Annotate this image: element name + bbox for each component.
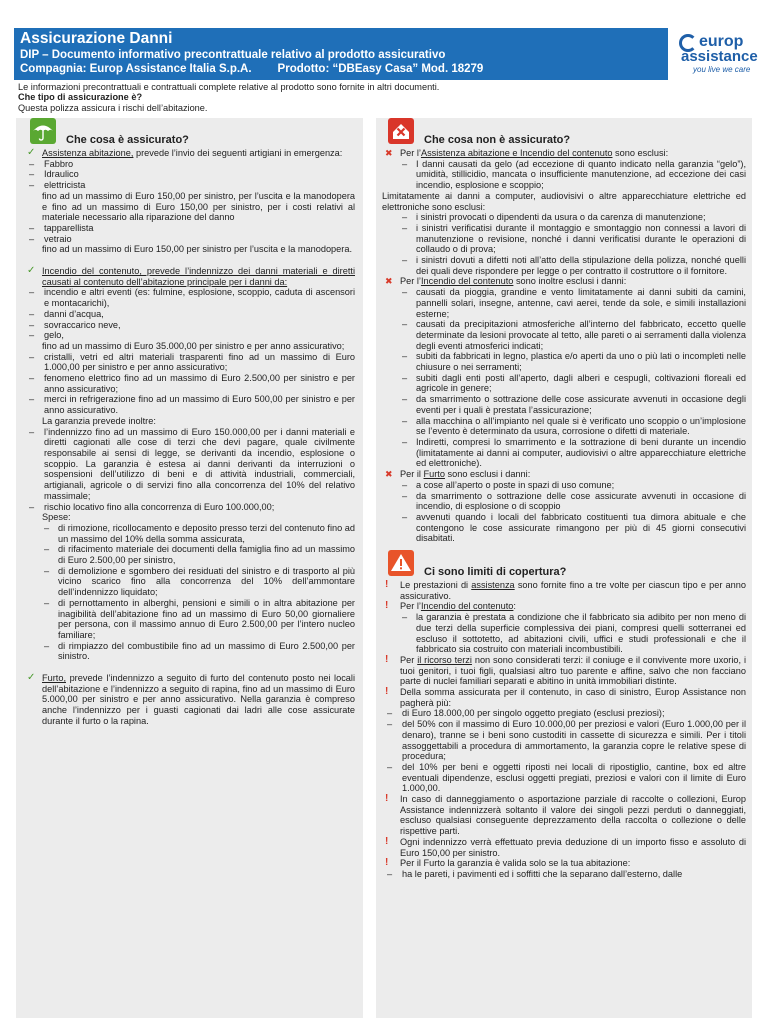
list-item: – di Euro 18.000,00 per singolo oggetto pregiato (esclusi preziosi); <box>382 708 746 719</box>
list-item: – rischio locativo fino alla concorrenza di Euro 100.000,00; <box>24 502 355 513</box>
paragraph: La garanzia prevede inoltre: <box>42 415 156 426</box>
limit-text: Della somma assicurata per il contenuto, in caso di sinistro, Europ Assistance non pagherà più: <box>400 687 746 708</box>
limit-text: Ogni indennizzo verrà effettuato previa deduzione di un importo fisso e assoluto di Euro 150,00 per sinistro. <box>400 836 746 858</box>
exclamation-icon: ! <box>385 686 389 698</box>
list-exclusion-furto <box>382 480 746 544</box>
not-insured-section-title: Che cosa non è assicurato? <box>424 134 571 146</box>
check-icon: ✓ <box>27 147 36 158</box>
exclamation-icon: ! <box>385 793 389 805</box>
list-item: – fenomeno elettrico fino ad un massimo di Euro 2.500,00 per sinistro e per anno assicurativo; <box>24 373 355 394</box>
limit-lead: Incendio del contenuto <box>420 601 514 612</box>
list-item: – alla macchina o all’impianto nel quale si è verificato uno scoppio o un’implosione se l’evento è determinato da usura, corrosione o difetti di materiale. <box>382 416 746 437</box>
limit-text: non sono considerati terzi: il coniuge e il convivente more uxorio, i tuoi genitori, i tuoi figli, qualsiasi altro tuo parente e affine, salvo che non facciano parte di nuclei familiari separati e abitino in unità immobiliari distinte. <box>400 654 746 687</box>
document-title: Assicurazione Danni <box>20 30 173 47</box>
list-item: – vetraio <box>24 234 355 245</box>
list-item: – causati da pioggia, grandine e vento limitatamente ai danni subiti da camini, pannelli solari, insegne, antenne, cavi aerei, tende da sole, e simili installazioni esterne; <box>382 287 746 319</box>
limits-section-title: Ci sono limiti di copertura? <box>424 566 567 579</box>
limit-prefix: Le prestazioni di <box>400 580 472 591</box>
list-item: – elettricista <box>24 180 355 191</box>
limit-item-ricorso-terzi <box>382 655 746 687</box>
limit-lead: assistenza <box>471 580 515 591</box>
paragraph: fino ad un massimo di Euro 150,00 per sinistro, per l’uscita e la manodopera e fino ad un massimo di Euro 150,00 per sinistro, per i costi relativi al materiale necessario alla riparazione del danno <box>42 190 355 223</box>
list-item: – cristalli, vetri ed altri materiali trasparenti fino ad un massimo di Euro 1.000,00 per sinistro e per anno assicurativo; <box>24 352 355 373</box>
list-item: – a cose all’aperto o poste in spazi di uso comune; <box>382 480 746 491</box>
exclusion-prefix: Per l’ <box>400 276 421 287</box>
limit-item-incendio <box>382 601 746 612</box>
list-item: – incendio e altri eventi (es: fulmine, esplosione, scoppio, caduta di ascensori e montacarichi), <box>24 287 355 308</box>
list-assistenza-artigiani <box>24 159 355 191</box>
list-item: – Fabbro <box>24 159 355 170</box>
list-item: – del 50% con il massimo di Euro 10.000,00 per preziosi e valori (Euro 1.000,00 per il denaro), tranne se i beni sono custoditi in cassette di sicurezza e simili. Per i titoli assoggettabili a procedura di ammortamento, la garanzia copre le relative spese di procedura; <box>382 719 746 762</box>
cross-icon: ✖ <box>385 469 393 480</box>
coverage-text: prevede l’invio dei seguenti artigiani in emergenza: <box>133 148 343 158</box>
exclusion-item-furto <box>382 469 746 480</box>
list-item: – Idraulico <box>24 169 355 180</box>
list-item: – di rifacimento materiale dei documenti della famiglia fino ad un massimo di Euro 2.500,00 per sinistro, <box>24 544 355 565</box>
intro-text: Le informazioni precontrattuali e contrattuali complete relative al prodotto sono fornite in altri documenti. <box>18 82 440 92</box>
limit-item-franchigia <box>382 837 746 858</box>
limit-text: Per il Furto la garanzia è valida solo se la tua abitazione: <box>400 858 631 869</box>
exclamation-icon: ! <box>385 835 389 847</box>
cross-house-icon <box>388 118 414 144</box>
logo-tagline: you live we care <box>693 65 751 74</box>
not-insured-section-header <box>382 118 746 148</box>
warning-triangle-icon <box>388 550 414 576</box>
europ-assistance-logo <box>679 32 759 78</box>
paragraph: Spese: <box>42 512 71 523</box>
list-item: – subiti dagli enti posti all’aperto, dagli alberi e cespugli, coltivazioni floreali ed agricole in genere; <box>382 373 746 394</box>
insured-section-header <box>24 118 355 148</box>
list-limit-furto <box>382 869 746 880</box>
paragraph: fino ad un massimo di Euro 35.000,00 per sinistro e per anno assicurativo; <box>42 340 345 351</box>
list-incendio-eventi <box>24 287 355 341</box>
list-item: – la garanzia è prestata a condizione che il fabbricato sia adibito per non meno di due terzi della superficie complessiva dei piani, compresi quelli sotterranei ed escluso il sottotetto, ad abitazioni civili, uffici e studi professionali e che il fabbricato sia costruito con materiali incombustibili. <box>382 612 746 655</box>
limit-text: In caso di danneggiamento o asportazione parziale di raccolte o collezioni, Europ Assistance indennizzerà soltanto il valore dei singoli pezzi perduti o danneggiati, escluso qualsiasi conseguente deprezzamento della raccolta o collezione o delle rispettive parti. <box>400 794 746 837</box>
limit-lead: il ricorso terzi <box>417 654 472 665</box>
list-item: – di pernottamento in alberghi, pensioni e simili o in altra abitazione per inagibilità dell’abitazione fino ad un massimo di Euro 50,00 giornaliere per persona, con il massimo annuo di Euro 2.500,00 per l’intero nucleo familiare; <box>24 598 355 641</box>
list-item: – tapparellista <box>24 223 355 234</box>
limit-text: sono fornite fino a tre volte per ciascun tipo e per anno assicurativo. <box>400 580 746 601</box>
header-banner <box>14 28 668 80</box>
exclusion-lead: Furto <box>423 469 445 480</box>
coverage-item-assistenza <box>24 148 355 159</box>
not-insured-column <box>376 118 752 1018</box>
list-item: – l’indennizzo fino ad un massimo di Euro 150.000,00 per i danni materiali e diretti cagionati alle cose di terzi che devi pagare, quale civilmente responsabile ai sensi di legge, se derivanti da incendio, esplosione o scoppio. La garanzia è estesa ai danni derivanti da interruzioni o sospensioni dell’utilizzo di beni e di attività industriali, commerciali, artigianali, agricole o di servizi fino alla concorrenza del 10% del relativo massimale; <box>24 427 355 502</box>
list-exclusion-incendio <box>382 287 746 469</box>
exclamation-icon: ! <box>385 600 389 612</box>
umbrella-icon <box>30 118 56 144</box>
list-item: – di demolizione e sgombero dei residuati del sinistro e di trasporto al più vicino scarico fino alla concorrenza del 10% dell’ammontare dell’indennizzo liquidato; <box>24 566 355 598</box>
exclusion-text: sono esclusi: <box>612 148 669 158</box>
list-item: – i sinistri verificatisi durante il montaggio e smontaggio non connessi a lavori di manutenzione o revisione, nonché i danni verificatisi durante le operazioni di collaudo o di prova; <box>382 223 746 255</box>
list-item: – merci in refrigerazione fino ad un massimo di Euro 500,00 per sinistro e per anno assicurativo. <box>24 394 355 415</box>
list-item: – i sinistri dovuti a difetti noti all’atto della stipulazione della polizza, nonché quelli dei quali deve rispondere per legge o per contratto il costruttore o il fornitore. <box>382 255 746 276</box>
list-incendio-spese <box>24 523 355 662</box>
check-icon: ✓ <box>27 672 36 684</box>
list-item: – causati da precipitazioni atmosferiche all’interno del fabbricato, eccetto quelle determinate da lesioni provocate al tetto, alle pareti o ai serramenti dalla violenza degli eventi atmosferici indicati; <box>382 319 746 351</box>
exclusion-item-assistenza-incendio <box>382 148 746 159</box>
intro-answer: Questa polizza assicura i rischi dell’abitazione. <box>18 102 208 113</box>
coverage-lead: Furto, <box>42 673 66 684</box>
exclusion-lead: Incendio del contenuto <box>420 276 514 287</box>
logo-word-assistance: assistance <box>681 48 758 65</box>
logo-word-europ: europ <box>699 33 744 50</box>
list-item: – del 10% per beni e oggetti riposti nei locali di ripostiglio, cantine, box ed altre eventuali dipendenze, esclusi oggetti pregiati, preziosi e valori con il limite di Euro 1.000,00. <box>382 762 746 794</box>
list-assistenza-artigiani-2 <box>24 223 355 244</box>
limit-prefix: Per l’ <box>400 601 421 612</box>
document-subtitle: DIP – Documento informativo precontrattuale relativo al prodotto assicurativo <box>20 49 446 61</box>
exclusion-item-incendio <box>382 276 746 287</box>
list-exclusion-gelo <box>382 159 746 191</box>
list-limit-incendio <box>382 612 746 655</box>
list-item: – di rimpiazzo del combustibile fino ad un massimo di Euro 2.500,00 per sinistro. <box>24 641 355 662</box>
cross-icon: ✖ <box>385 148 393 158</box>
exclusion-prefix: Per il <box>400 469 424 480</box>
list-item: – da smarrimento o sottrazione delle cose assicurate avvenuti in occasione di incendio, di esplosione o di scoppio <box>382 491 746 512</box>
limits-section-header <box>382 550 746 580</box>
list-item: – I danni causati da gelo (ad eccezione di quanto indicato nella garanzia “gelo”), umidità, stillicidio, mancata o insufficiente manutenzione, ad eccezione dei casi incendio, esplosione e scoppio; <box>382 159 746 191</box>
list-item: – gelo, <box>24 330 355 341</box>
intro-question: Che tipo di assicurazione è? <box>18 92 143 103</box>
insured-section-title: Che cosa è assicurato? <box>66 134 189 146</box>
coverage-text: prevede l’indennizzo a seguito di furto del contenuto posto nei locali dell’abitazione e l’indennizzo a seguito di rapina, fino ad un massimo di Euro 5.000,00 per sinistro e per anno assicurativo. Nella garanzia è compreso anche l’indennizzo per i guasti cagionati dai ladri alle cose assicurate durante il furto o la rapina. <box>42 673 355 726</box>
list-item: – danni d’acqua, <box>24 309 355 320</box>
cross-icon: ✖ <box>385 276 393 287</box>
paragraph: fino ad un massimo di Euro 150,00 per sinistro per l’uscita e la manodopera. <box>42 244 352 255</box>
exclamation-icon: ! <box>385 579 389 591</box>
list-incendio-inoltre <box>24 427 355 513</box>
limit-prefix: Per <box>400 654 418 665</box>
limit-item-assistenza <box>382 580 746 601</box>
exclusion-prefix: Per l’ <box>400 148 421 158</box>
list-item: – di rimozione, ricollocamento e deposito presso terzi del contenuto fino ad un massimo del 10% della somma assicurata, <box>24 523 355 544</box>
list-item: – sovraccarico neve, <box>24 320 355 331</box>
company-name: Compagnia: Europ Assistance Italia S.p.A. <box>20 63 252 75</box>
coverage-lead: Assistenza abitazione, <box>42 148 134 158</box>
coverage-item-incendio <box>24 266 355 287</box>
list-limit-somma <box>382 708 746 794</box>
coverage-lead: Incendio del contenuto, prevede l’indennizzo dei danni materiali e diretti causati al contenuto dell’abitazione principale per i danni da: <box>42 266 355 287</box>
list-item: – avvenuti quando i locali del fabbricato costituenti tua dimora abituale e che contengono le cose assicurate rimangono per più di 45 giorni consecutivi disabitati. <box>382 512 746 544</box>
limit-item-collezioni <box>382 794 746 837</box>
list-item: – Indiretti, compresi lo smarrimento e la sottrazione di beni durante un incendio (limitatamente ai danni ai computer, audiovisivi o altre apparecchiature elettriche ed elettroniche). <box>382 437 746 469</box>
exclusion-text: sono inoltre esclusi i danni: <box>513 276 627 287</box>
check-icon: ✓ <box>27 265 36 277</box>
product-name: Prodotto: “DBEasy Casa” Mod. 18279 <box>277 63 484 75</box>
coverage-item-furto <box>24 673 355 727</box>
intro-block <box>18 82 758 113</box>
list-item: – i sinistri provocati o dipendenti da usura o da carenza di manutenzione; <box>382 212 746 223</box>
exclusion-lead: Assistenza abitazione e Incendio del contenuto <box>420 148 613 158</box>
limit-item-somma-assicurata <box>382 687 746 708</box>
company-product-line <box>20 62 662 76</box>
exclamation-icon: ! <box>385 653 389 665</box>
list-item: – subiti da fabbricati in legno, plastica e/o aperti da uno o più lati o incompleti nelle chiusure o nei serramenti; <box>382 351 746 372</box>
list-item: – ha le pareti, i pavimenti ed i soffitti che la separano dall’esterno, dalle <box>382 869 746 880</box>
limit-item-furto <box>382 858 746 869</box>
paragraph: Limitatamente ai danni a computer, audiovisivi o altre apparecchiature elettriche ed elettroniche sono esclusi: <box>382 190 746 212</box>
list-exclusion-apparecchiature <box>382 212 746 276</box>
exclamation-icon: ! <box>385 857 389 869</box>
limit-text: : <box>513 601 516 612</box>
exclusion-text: sono esclusi i danni: <box>444 469 531 480</box>
insured-column <box>16 118 363 1018</box>
list-incendio-limiti <box>24 352 355 416</box>
list-item: – da smarrimento o sottrazione delle cose assicurate avvenuti in occasione degli eventi per i quali è prestata l’assicurazione; <box>382 394 746 415</box>
